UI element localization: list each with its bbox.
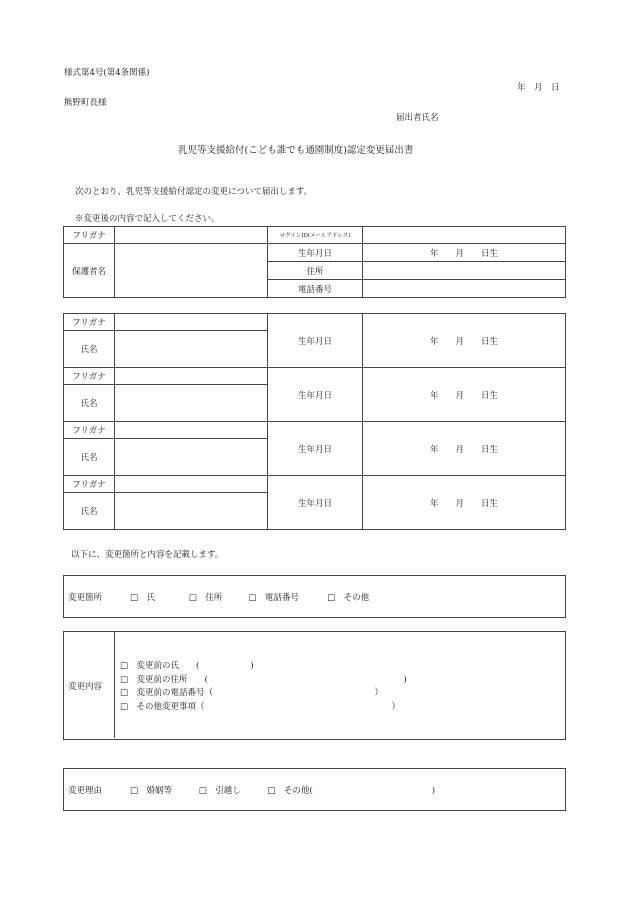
child-3-name-label: 氏名 xyxy=(64,439,115,476)
child-1-birthdate-label: 生年月日 xyxy=(268,314,363,368)
child-4-furigana-label: フリガナ xyxy=(64,476,115,493)
page-title: 乳児等支援給付(こども誰でも通園制度)認定変更届出書 xyxy=(178,145,414,156)
checkbox-moving[interactable]: □ 引越し xyxy=(198,786,241,796)
guardian-phone-label: 電話番号 xyxy=(268,280,363,298)
change-content-line-other[interactable]: □ その他変更事項（ ） xyxy=(120,702,401,712)
child-2-birthdate-field[interactable]: 年 月 日生 xyxy=(363,368,566,422)
checkbox-address[interactable]: □ 住所 xyxy=(188,593,223,603)
child-4-birthdate-label: 生年月日 xyxy=(268,476,363,530)
guardian-address-field[interactable] xyxy=(363,262,566,280)
guardian-furigana-label: フリガナ xyxy=(64,227,115,244)
guardian-name-field[interactable] xyxy=(115,244,268,298)
login-id-field[interactable] xyxy=(363,227,566,244)
addressee: 熊野町長様 xyxy=(64,98,107,108)
child-1-furigana-label: フリガナ xyxy=(64,314,115,331)
checkbox-marriage[interactable]: □ 婚姻等 xyxy=(130,786,173,796)
child-1-name-field[interactable] xyxy=(115,331,268,368)
checkbox-surname[interactable]: □ 氏 xyxy=(130,593,156,603)
change-location-options xyxy=(130,591,379,603)
change-content-line-surname[interactable]: □ 変更前の氏 ( ) xyxy=(120,661,254,671)
child-4-name-label: 氏名 xyxy=(64,493,115,530)
child-1-furigana-field[interactable] xyxy=(115,314,268,331)
note-text: ※変更後の内容で記入してください。 xyxy=(75,214,220,224)
child-3-furigana-label: フリガナ xyxy=(64,422,115,439)
below-text: 以下に、変更箇所と内容を記載します。 xyxy=(71,550,224,560)
child-2-furigana-field[interactable] xyxy=(115,368,268,385)
guardian-table xyxy=(63,226,566,298)
checkbox-other[interactable]: □ その他 xyxy=(327,593,370,603)
change-content-label: 変更内容 xyxy=(68,682,103,692)
child-4-furigana-field[interactable] xyxy=(115,476,268,493)
child-3-name-field[interactable] xyxy=(115,439,268,476)
child-3-birthdate-field[interactable]: 年 月 日生 xyxy=(363,422,566,476)
child-2-name-label: 氏名 xyxy=(64,385,115,422)
child-3-birthdate-label: 生年月日 xyxy=(268,422,363,476)
change-reason-options xyxy=(130,784,445,796)
guardian-birthdate-label: 生年月日 xyxy=(268,244,363,262)
submitter-label: 届出者氏名 xyxy=(396,113,439,123)
child-4-name-field[interactable] xyxy=(115,493,268,530)
guardian-address-label: 住所 xyxy=(268,262,363,280)
child-3-furigana-field[interactable] xyxy=(115,422,268,439)
change-content-divider xyxy=(114,631,115,738)
child-2-furigana-label: フリガナ xyxy=(64,368,115,385)
change-reason-label: 変更理由 xyxy=(68,786,103,796)
child-2-birthdate-label: 生年月日 xyxy=(268,368,363,422)
intro-text: 次のとおり、乳児等支援給付認定の変更について届出します。 xyxy=(75,187,313,197)
child-4-birthdate-field[interactable]: 年 月 日生 xyxy=(363,476,566,530)
date-line: 年 月 日 xyxy=(517,83,560,93)
child-1-birthdate-field[interactable]: 年 月 日生 xyxy=(363,314,566,368)
guardian-phone-field[interactable] xyxy=(363,280,566,298)
children-table xyxy=(63,313,566,530)
change-content-line-phone[interactable]: □ 変更前の電話番号（ ） xyxy=(120,688,384,698)
guardian-name-label: 保護者名 xyxy=(64,244,115,298)
checkbox-phone[interactable]: □ 電話番号 xyxy=(248,593,299,603)
form-number: 様式第4号(第4条関係) xyxy=(64,68,150,78)
child-2-name-field[interactable] xyxy=(115,385,268,422)
guardian-birthdate-field[interactable]: 年 月 日生 xyxy=(363,244,566,262)
child-1-name-label: 氏名 xyxy=(64,331,115,368)
guardian-furigana-field[interactable] xyxy=(115,227,268,244)
login-id-label: ログインID(メールアドレス) xyxy=(268,227,363,244)
change-location-label: 変更箇所 xyxy=(68,593,103,603)
checkbox-reason-other[interactable]: □ その他( ) xyxy=(267,786,436,796)
change-content-line-address[interactable]: □ 変更前の住所 ( ) xyxy=(120,675,407,685)
